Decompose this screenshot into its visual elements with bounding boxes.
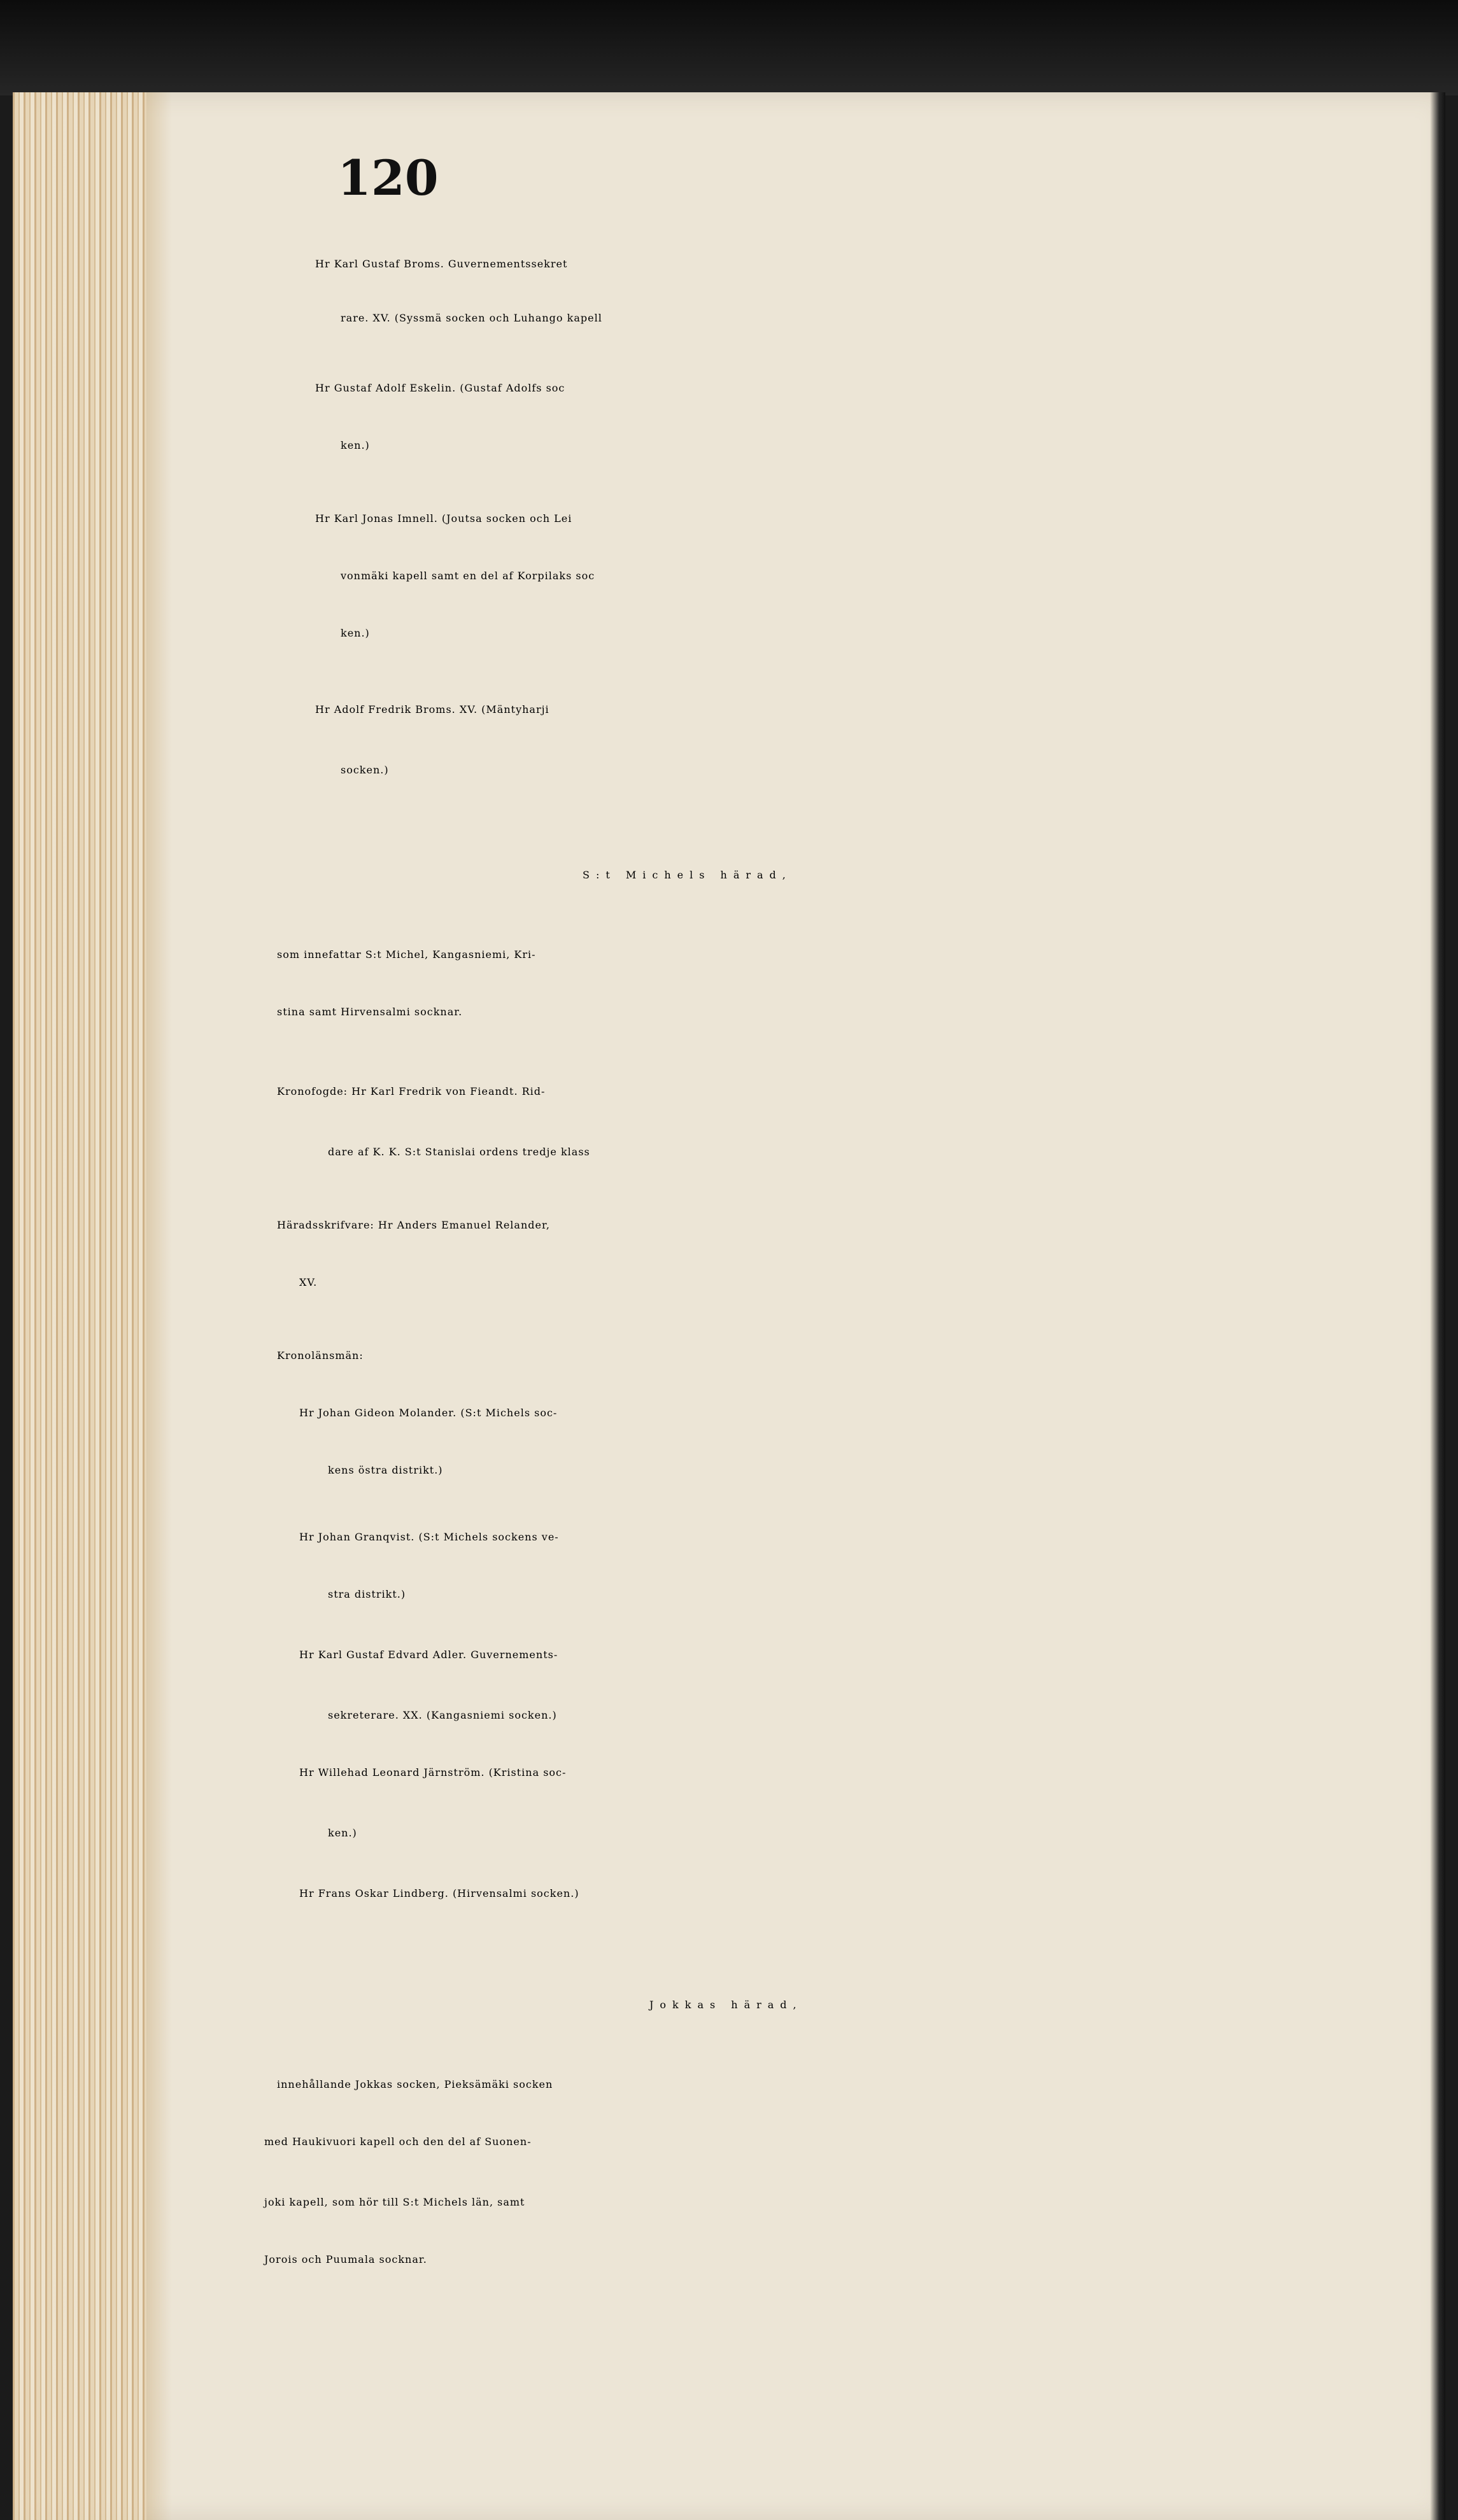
text-line: ken.): [341, 627, 370, 639]
page-edge-stack: [13, 92, 146, 2520]
text-line: ken.): [328, 1827, 357, 1839]
text-line: Häradsskrifvare: Hr Anders Emanuel Relander,: [277, 1219, 550, 1231]
text-line: XV.: [299, 1276, 318, 1288]
text-line: Hr Frans Oskar Lindberg. (Hirvensalmi socken.): [299, 1887, 579, 1899]
section-heading: Jokkas härad,: [649, 1999, 803, 2011]
text-line: rare. XV. (Syssmä socken och Luhango kapell: [341, 312, 602, 324]
text-line: Hr Karl Jonas Imnell. (Joutsa socken och Lei: [315, 512, 572, 524]
text-line: Hr Adolf Fredrik Broms. XV. (Mäntyharji: [315, 703, 549, 715]
text-line: vonmäki kapell samt en del af Korpilaks soc: [341, 570, 595, 582]
section-heading: S:t Michels härad,: [583, 869, 792, 881]
text-line: Hr Gustaf Adolf Eskelin. (Gustaf Adolfs soc: [315, 382, 565, 394]
text-line: Hr Johan Gideon Molander. (S:t Michels soc-: [299, 1407, 558, 1419]
text-line: socken.): [341, 764, 389, 776]
scan-background: [0, 0, 1458, 95]
text-line: sekreterare. XX. (Kangasniemi socken.): [328, 1709, 557, 1721]
page-number: 120: [337, 150, 439, 206]
text-line: Hr Karl Gustaf Edvard Adler. Guvernements-: [299, 1649, 558, 1661]
text-line: ken.): [341, 439, 370, 451]
page-right-shadow: [1430, 92, 1445, 2520]
text-line: kens östra distrikt.): [328, 1464, 443, 1476]
text-line: Jorois och Puumala socknar.: [264, 2253, 427, 2265]
text-line: stra distrikt.): [328, 1588, 406, 1600]
text-line: innehållande Jokkas socken, Pieksämäki socken: [277, 2078, 553, 2090]
text-line: Hr Johan Granqvist. (S:t Michels sockens ve-: [299, 1531, 559, 1543]
text-line: joki kapell, som hör till S:t Michels län, samt: [264, 2196, 525, 2208]
text-line: som innefattar S:t Michel, Kangasniemi, Kri-: [277, 948, 536, 961]
book-page: [13, 92, 1445, 2520]
text-line: Hr Willehad Leonard Järnström. (Kristina soc-: [299, 1766, 567, 1778]
text-line: Kronolänsmän:: [277, 1349, 364, 1362]
text-line: med Haukivuori kapell och den del af Suonen-: [264, 2136, 532, 2148]
text-line: Kronofogde: Hr Karl Fredrik von Fieandt. Rid-: [277, 1085, 546, 1097]
text-line: dare af K. K. S:t Stanislai ordens tredje klass: [328, 1146, 590, 1158]
text-line: Hr Karl Gustaf Broms. Guvernementssekret: [315, 258, 568, 270]
text-line: stina samt Hirvensalmi socknar.: [277, 1006, 463, 1018]
